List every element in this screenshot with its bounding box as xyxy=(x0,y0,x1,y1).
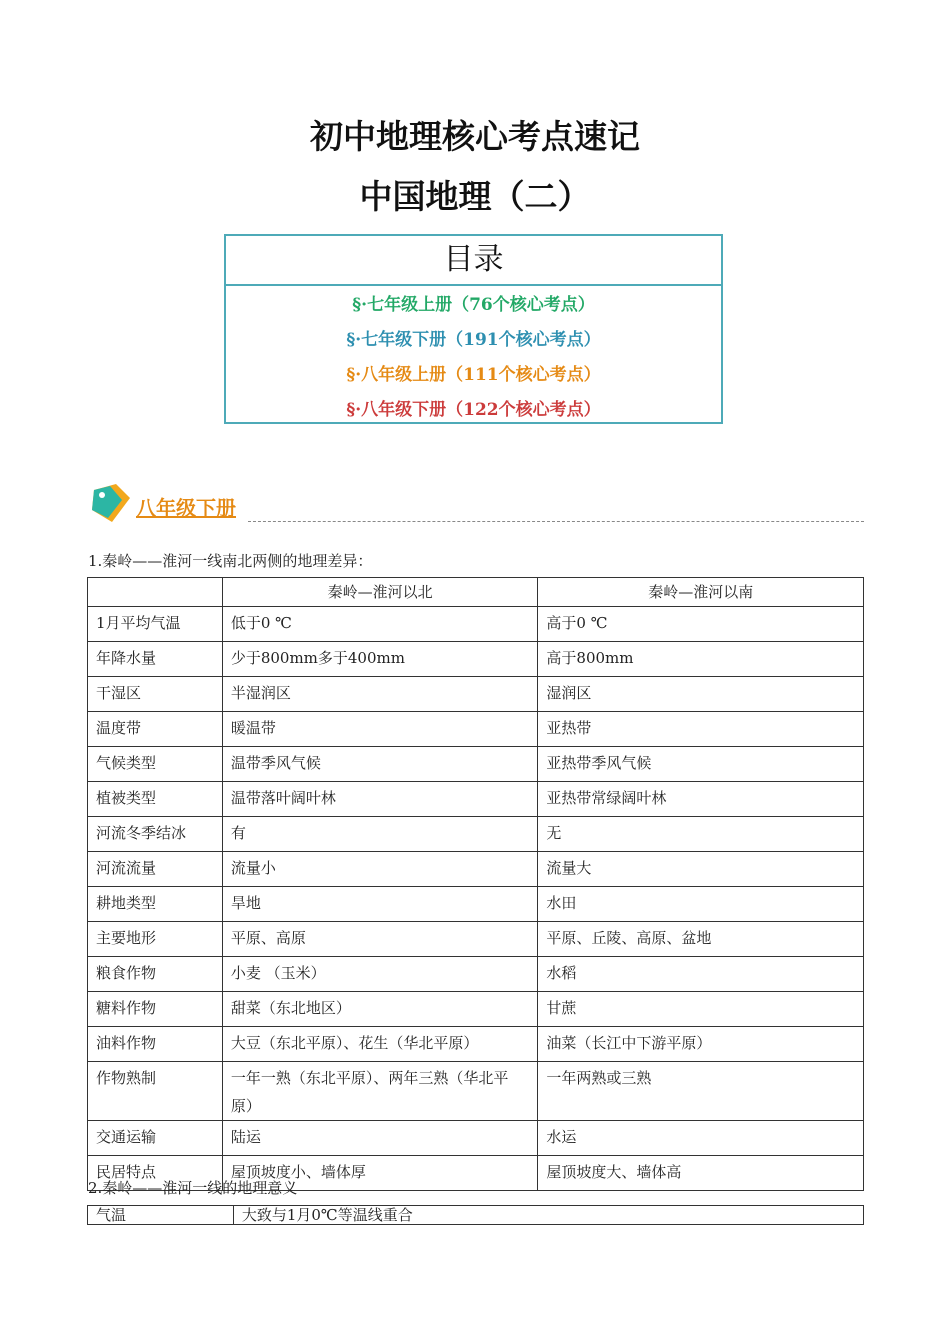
table-row xyxy=(88,922,864,957)
table-cell: 油料作物 xyxy=(88,1027,223,1062)
table-row xyxy=(88,1062,864,1121)
section-header xyxy=(88,480,864,526)
table-cell: 主要地形 xyxy=(88,922,223,957)
table-cell: 粮食作物 xyxy=(88,957,223,992)
table-cell: 1月平均气温 xyxy=(88,607,223,642)
table-cell: 一年两熟或三熟 xyxy=(538,1062,864,1121)
question-1-text: 1.秦岭——淮河一线南北两侧的地理差异： xyxy=(88,552,373,570)
table-row xyxy=(88,747,864,782)
table-cell: 无 xyxy=(538,817,864,852)
table-cell: 水稻 xyxy=(538,957,864,992)
table-cell: 气温 xyxy=(88,1206,234,1225)
table-cell: 屋顶坡度小、墙体厚 xyxy=(222,1156,538,1191)
table-cell: 油菜（长江中下游平原） xyxy=(538,1027,864,1062)
table-cell: 交通运输 xyxy=(88,1121,223,1156)
table-row xyxy=(88,1027,864,1062)
table-cell: 温带落叶阔叶林 xyxy=(222,782,538,817)
table-cell: 平原、高原 xyxy=(222,922,538,957)
table-cell: 河流流量 xyxy=(88,852,223,887)
table-cell: 湿润区 xyxy=(538,677,864,712)
table-cell: 低于0 ℃ xyxy=(222,607,538,642)
table-cell: 陆运 xyxy=(222,1121,538,1156)
table-row xyxy=(88,677,864,712)
table-cell: 暖温带 xyxy=(222,712,538,747)
table-cell: 小麦 （玉米） xyxy=(222,957,538,992)
table-cell: 水田 xyxy=(538,887,864,922)
table-header-cell: 秦岭—淮河以北 xyxy=(222,578,538,607)
table-cell: 旱地 xyxy=(222,887,538,922)
table-cell: 耕地类型 xyxy=(88,887,223,922)
table-cell: 植被类型 xyxy=(88,782,223,817)
section-title: 八年级下册 xyxy=(136,496,236,520)
table-cell: 流量小 xyxy=(222,852,538,887)
table-cell: 作物熟制 xyxy=(88,1062,223,1121)
table-header-cell xyxy=(88,578,223,607)
table-cell: 年降水量 xyxy=(88,642,223,677)
question-2-text: 2.秦岭——淮河一线的地理意义 xyxy=(88,1179,298,1197)
table-cell: 有 xyxy=(222,817,538,852)
table-cell: 高于800mm xyxy=(538,642,864,677)
table-cell: 大豆（东北平原）、花生（华北平原） xyxy=(222,1027,538,1062)
table-cell: 温带季风气候 xyxy=(222,747,538,782)
document-title: 初中地理核心考点速记 xyxy=(310,117,640,156)
table-row xyxy=(88,642,864,677)
table-row xyxy=(88,992,864,1027)
table-header-row xyxy=(88,578,864,607)
table-row xyxy=(88,1206,864,1225)
table-header-cell: 秦岭—淮河以南 xyxy=(538,578,864,607)
toc-item[interactable]: §·七年级下册（191个核心考点） xyxy=(346,330,601,350)
table-row xyxy=(88,852,864,887)
table-cell: 平原、丘陵、高原、盆地 xyxy=(538,922,864,957)
table-cell: 河流冬季结冰 xyxy=(88,817,223,852)
table-cell: 民居特点 xyxy=(88,1156,223,1191)
table-cell: 气候类型 xyxy=(88,747,223,782)
toc-item[interactable]: §·八年级下册（122个核心考点） xyxy=(346,400,601,420)
toc-heading: 目录 xyxy=(226,236,721,286)
price-tag-icon xyxy=(88,480,134,526)
table-cell: 大致与1月0℃等温线重合 xyxy=(233,1206,863,1225)
table-row xyxy=(88,887,864,922)
toc-item[interactable]: §·八年级上册（111个核心考点） xyxy=(346,365,601,385)
table-cell: 半湿润区 xyxy=(222,677,538,712)
table-cell: 糖料作物 xyxy=(88,992,223,1027)
table-cell: 一年一熟（东北平原）、两年三熟（华北平原） xyxy=(222,1062,538,1121)
table-cell: 高于0 ℃ xyxy=(538,607,864,642)
table-cell: 干湿区 xyxy=(88,677,223,712)
table-of-contents xyxy=(224,234,723,424)
table-cell: 亚热带季风气候 xyxy=(538,747,864,782)
table-row xyxy=(88,607,864,642)
toc-item[interactable]: §·七年级上册（76个核心考点） xyxy=(352,295,595,315)
table-row xyxy=(88,1121,864,1156)
table-cell: 温度带 xyxy=(88,712,223,747)
table-cell: 亚热带 xyxy=(538,712,864,747)
table-cell: 流量大 xyxy=(538,852,864,887)
comparison-table xyxy=(87,577,864,1191)
table-cell: 亚热带常绿阔叶林 xyxy=(538,782,864,817)
table-cell: 甜菜（东北地区） xyxy=(222,992,538,1027)
table-cell: 水运 xyxy=(538,1121,864,1156)
significance-table xyxy=(87,1205,864,1225)
table-cell: 屋顶坡度大、墙体高 xyxy=(538,1156,864,1191)
table-cell: 甘蔗 xyxy=(538,992,864,1027)
table-row xyxy=(88,712,864,747)
table-cell: 少于800mm多于400mm xyxy=(222,642,538,677)
document-subtitle: 中国地理（二） xyxy=(359,177,591,216)
table-row xyxy=(88,782,864,817)
table-row xyxy=(88,817,864,852)
table-row xyxy=(88,957,864,992)
section-divider xyxy=(248,521,864,522)
